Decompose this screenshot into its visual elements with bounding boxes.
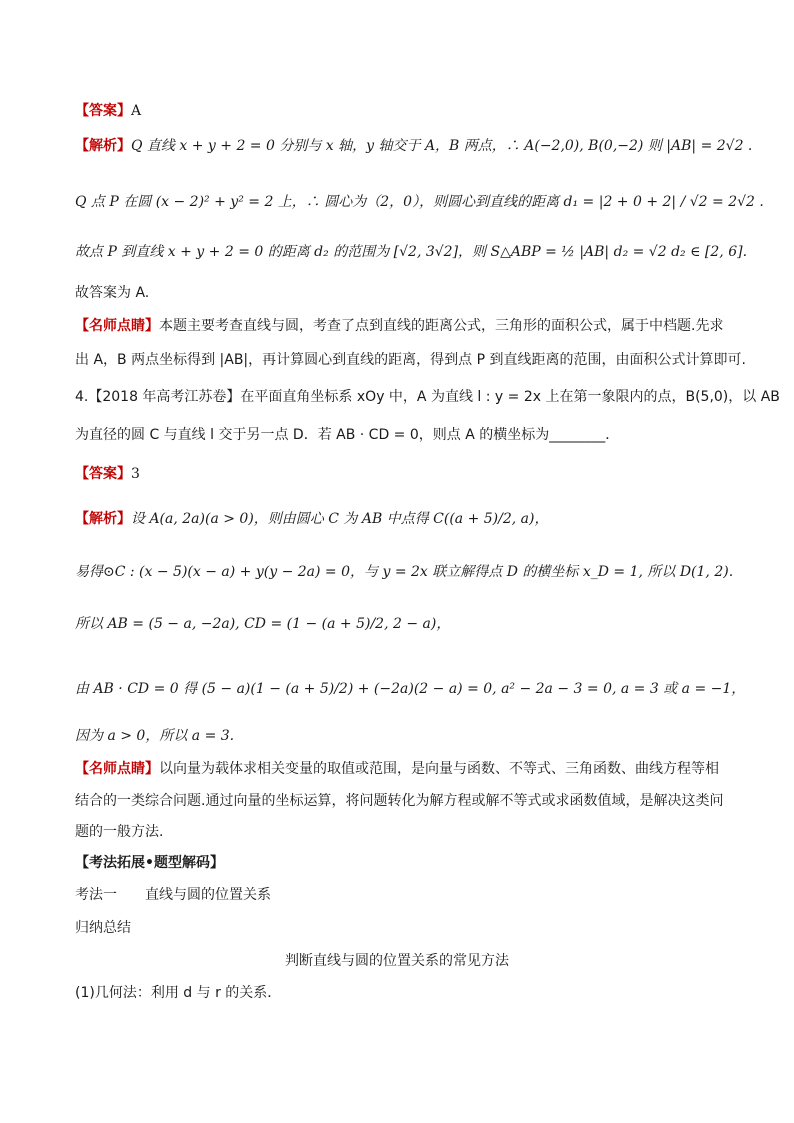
question-4-line-2 bbox=[75, 425, 738, 445]
analysis-text: 故点 P 到直线 x + y + 2 = 0 的距离 d₂ 的范围为 [√2, 3√2]，则 S△ABP = ½ |AB| d₂ = √2 d₂ ∈ [2, 6]. bbox=[75, 244, 748, 260]
section-title: 【考法拓展•题型解码】 bbox=[75, 855, 224, 871]
section-heading bbox=[75, 853, 738, 873]
centered-heading bbox=[75, 951, 719, 971]
method-1-text: (1)几何法：利用 d 与 r 的关系． bbox=[75, 985, 282, 1001]
analysis-text: Q 点 P 在圆 (x − 2)² + y² = 2 上，∴ 圆心为（2，0），则圆心到直线的距离 d₁ = |2 + 0 + 2| / √2 = 2√2 . bbox=[75, 194, 764, 210]
question-text: 为直径的圆 C 与直线 l 交于另一点 D．若 AB · CD = 0，则点 A 的横坐标为________． bbox=[75, 427, 620, 443]
answer-tag: 【答案】 bbox=[75, 466, 131, 482]
analysis-tag: 【解析】 bbox=[75, 138, 131, 154]
analysis-text: 易得⊙C : (x − 5)(x − a) + y(y − 2a) = 0，与 y = 2x 联立解得点 D 的横坐标 x_D = 1, 所以 D(1, 2). bbox=[75, 564, 734, 580]
comment-text: 本题主要考查直线与圆，考查了点到直线的距离公式，三角形的面积公式，属于中档题.先求 bbox=[159, 318, 724, 334]
analysis-text: 所以 AB = (5 − a, −2a), CD = (1 − (a + 5)/2, 2 − a)， bbox=[75, 616, 451, 632]
answer-text: A bbox=[131, 103, 142, 119]
answer-line-1 bbox=[75, 101, 738, 121]
analysis-line-8 bbox=[75, 679, 746, 699]
analysis-text: 因为 a > 0，所以 a = 3. bbox=[75, 728, 235, 744]
analysis-text: 故答案为 A. bbox=[75, 285, 150, 301]
analysis-line-5 bbox=[75, 509, 738, 529]
method-heading bbox=[75, 885, 738, 905]
comment-text: 题的一般方法. bbox=[75, 824, 164, 840]
comment-line-1 bbox=[75, 316, 738, 336]
analysis-text: 由 AB · CD = 0 得 (5 − a)(1 − (a + 5)/2) + (−2a)(2 − a) = 0, a² − 2a − 3 = 0, a = 3 或 a = −1， bbox=[75, 681, 746, 697]
analysis-text: 设 A(a, 2a)(a > 0)，则由圆心 C 为 AB 中点得 C((a + 5)/2, a)， bbox=[131, 511, 549, 527]
comment-line-3 bbox=[75, 759, 738, 779]
comment-tag: 【名师点睛】 bbox=[75, 318, 159, 334]
centered-title: 判断直线与圆的位置关系的常见方法 bbox=[285, 953, 509, 969]
method-title: 考法一 直线与圆的位置关系 bbox=[75, 887, 271, 903]
analysis-text: Q 直线 x + y + 2 = 0 分别与 x 轴，y 轴交于 A，B 两点，∴ A(−2,0), B(0,−2) 则 |AB| = 2√2 . bbox=[131, 138, 753, 154]
analysis-line-9 bbox=[75, 726, 738, 746]
answer-text: 3 bbox=[131, 466, 140, 482]
method-1-line bbox=[75, 983, 738, 1003]
analysis-line-2 bbox=[75, 192, 764, 212]
analysis-line-6 bbox=[75, 562, 738, 582]
comment-tag: 【名师点睛】 bbox=[75, 761, 159, 777]
comment-text: 以向量为载体求相关变量的取值或范围，是向量与函数、不等式、三角函数、曲线方程等相 bbox=[159, 761, 719, 777]
analysis-tag: 【解析】 bbox=[75, 511, 131, 527]
comment-line-4 bbox=[75, 791, 738, 811]
question-text: 4.【2018 年高考江苏卷】在平面直角坐标系 xOy 中，A 为直线 l : y = 2x 上在第一象限内的点，B(5,0)，以 AB bbox=[75, 389, 780, 405]
analysis-line-7 bbox=[75, 614, 738, 634]
analysis-line-4 bbox=[75, 283, 738, 303]
answer-line-2 bbox=[75, 464, 738, 484]
summary-heading bbox=[75, 918, 738, 938]
analysis-line-3 bbox=[75, 242, 748, 262]
comment-text: 结合的一类综合问题.通过向量的坐标运算，将问题转化为解方程或解不等式或求函数值域，是解决这类问 bbox=[75, 793, 724, 809]
comment-line-2 bbox=[75, 350, 746, 370]
analysis-line-1 bbox=[75, 136, 753, 156]
comment-line-5 bbox=[75, 822, 738, 842]
comment-text: 出 A，B 两点坐标得到 |AB|，再计算圆心到直线的距离，得到点 P 到直线距离的范围，由面积公式计算即可. bbox=[75, 352, 746, 368]
question-4-line-1 bbox=[75, 387, 780, 407]
answer-tag: 【答案】 bbox=[75, 103, 131, 119]
summary-title: 归纳总结 bbox=[75, 920, 131, 936]
